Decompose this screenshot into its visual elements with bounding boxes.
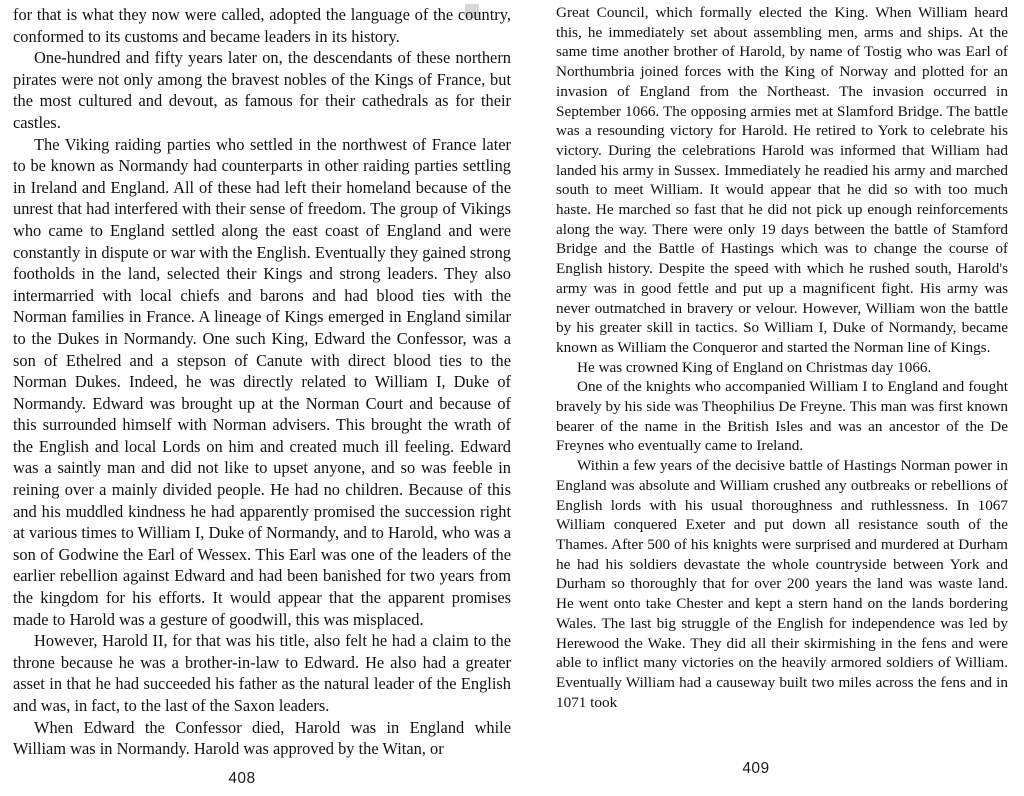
paragraph: He was crowned King of England on Christmas day 1066. bbox=[577, 358, 932, 376]
page-left bbox=[13, 0, 511, 796]
paragraph: One of the knights who accompanied William I to England and fought bravely by his side was Theophilius De Freyne. This man was first known bearer of the name in the British Isles and was an ancestor of the De Freynes who eventually came to Ireland. bbox=[556, 378, 1008, 455]
page-number-left: 408 bbox=[228, 770, 256, 787]
paragraph: for that is what they now were called, adopted the language of the country, conformed to its customs and became leaders in its history. bbox=[13, 5, 511, 46]
paragraph: When Edward the Confessor died, Harold was in England while William was in Normandy. Harold was approved by the Witan, or bbox=[13, 717, 511, 759]
right-page-text bbox=[556, 3, 1008, 712]
paragraph: Great Council, which formally elected the King. When William heard this, he immediately set about assembling men, arms and ships. At the same time another brother of Harold, by name of Tostig who was Earl of Northumbria joined forces with the King of Norway and plotted for an invasion of England from the Northeast. The invasion occurred in September 1066. The opposing armies met at Slamford Bridge. The battle was a resounding victory for Harold. He retired to York to celebrate his victory. During the celebrations Harold was informed that William had landed his army in Sussex. Immediately he readied his army and marched south to meet William. It would appear that he did so with too much haste. He marched so fast that he did not pick up enough reinforcements along the way. There were only 19 days between the battle of Stamford Bridge and the Battle of Hastings which was to change the course of English history. Despite the speed with which he rushed south, Harold's army was in good fettle and put up a magnificent fight. His army was never outmatched in bravery or velour. However, William won the battle by his greater skill in tactics. So William I, Duke of Normandy, became known as William the Conqueror and started the Norman line of Kings. bbox=[556, 4, 1008, 356]
page-number-right: 409 bbox=[742, 760, 770, 777]
left-page-text bbox=[13, 4, 511, 760]
paragraph: Within a few years of the decisive battle of Hastings Norman power in England was absolute and William crushed any outbreaks or rebellions of English lords with his usual thoroughness and ruthlessness. In 1067 William conquered Exeter and put down all resistance south of the Thames. After 500 of his knights were surprised and murdered at Durham he had his soldiers devastate the whole countryside between York and Durham so thoroughly that for over 200 years the land was waste land. He went onto take Chester and kept a stern hand on the lands bordering Wales. The last big struggle of the English for independence was led by Herewood the Wake. They did all their skirmishing in the fens and were able to inflict many victories on the heavily armored soldiers of William. Eventually William had a causeway built two miles across the fens and in 1071 took bbox=[556, 457, 1008, 711]
paragraph: However, Harold II, for that was his title, also felt he had a claim to the throne because he was a brother-in-law to Edward. He also had a greater asset in that he had succeeded his father as the natural leader of the English and was, in fact, to the last of the Saxon leaders. bbox=[13, 631, 511, 715]
page-right bbox=[556, 0, 1008, 796]
paragraph: The Viking raiding parties who settled in the northwest of France later to be known as Normandy had counterparts in other raiding parties settling in Ireland and England. All of these had left their homeland because of the unrest that had interfered with their sense of freedom. The group of Vikings who came to England settled along the east coast of England and were constantly in dispute or war with the English. Eventually they gained strong footholds in the land, selected their Kings and strong leaders. They also intermarried with local chiefs and barons and had blood ties with the Norman families in France. A lineage of Kings emerged in England similar to the Dukes in Normandy. One such King, Edward the Confessor, was a son of Ethelred and a stepson of Canute with direct blood ties to the Norman Dukes. Indeed, he was directly related to William I, Duke of Normandy. Edward was brought up at the Norman Court and because of this surrounded himself with Norman advisers. This brought the wrath of the English and local Lords on him and created much ill feeling. Edward was a saintly man and did not like to upset anyone, and so was feeble in reining over a mainly divided people. He had no children. Because of this and his muddled kindness he had apparently promised the succession right at various times to William I, Duke of Normandy, and to Harold, who was a son of Godwine the Earl of Wessex. This Earl was one of the leaders of the earlier rebellion against Edward and had been banished for two years from the kingdom for his efforts. It would appear that the apparent promises made to Harold was a gesture of goodwill, this was misplaced. bbox=[13, 134, 512, 629]
paragraph: One-hundred and fifty years later on, the descendants of these northern pirates were not only among the bravest nobles of the Kings of France, but the most cultured and devout, as famous for their cathedrals as for their castles. bbox=[13, 48, 511, 132]
